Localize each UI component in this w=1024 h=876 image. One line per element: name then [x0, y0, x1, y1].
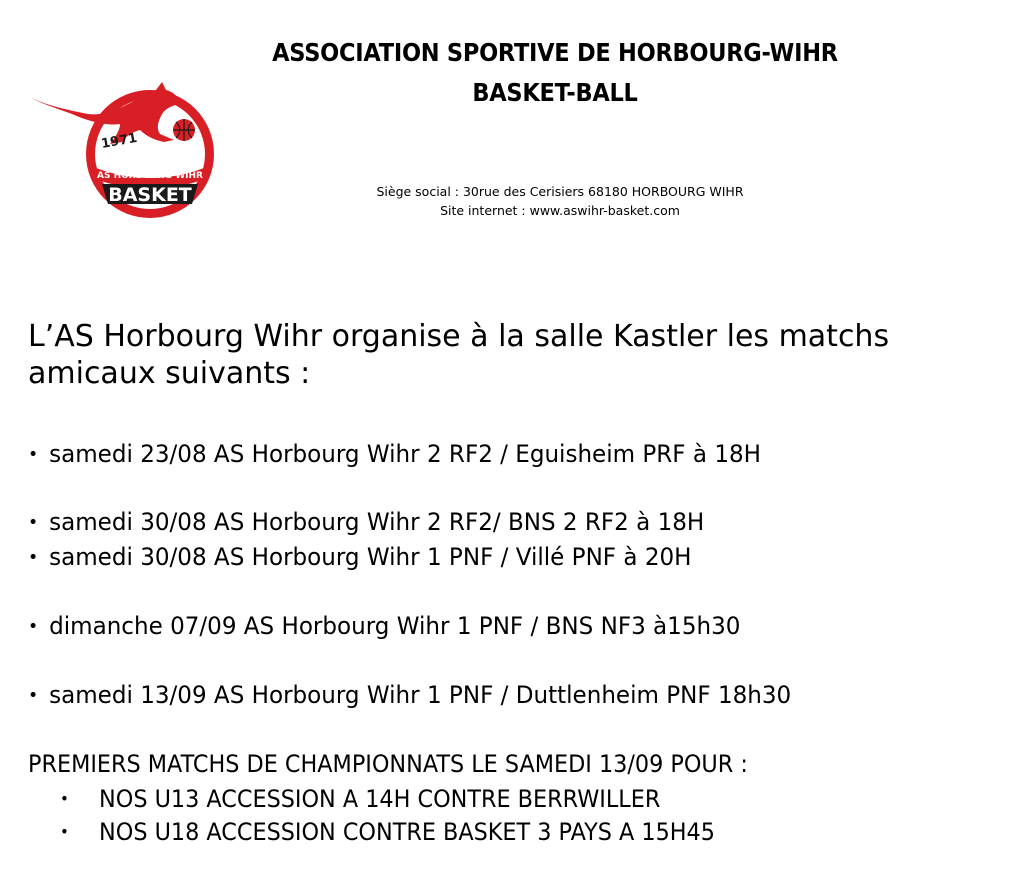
header-website: Site internet : www.aswihr-basket.com	[440, 203, 680, 218]
match-item	[28, 612, 740, 640]
basketball-icon	[173, 119, 195, 141]
club-logo	[28, 70, 220, 222]
championship-heading: PREMIERS MATCHS DE CHAMPIONNATS LE SAMEDI 13/09 POUR :	[28, 750, 748, 778]
intro-text: L’AS Horbourg Wihr organise à la salle Kastler les matchs amicaux suivants :	[28, 319, 890, 391]
match-text: samedi 13/09 AS Horbourg Wihr 1 PNF / Duttlenheim PNF 18h30	[49, 681, 792, 709]
championship-text: NOS U13 ACCESSION A 14H CONTRE BERRWILLER	[99, 785, 661, 813]
bullet-icon: •	[60, 822, 69, 841]
match-text: dimanche 07/09 AS Horbourg Wihr 1 PNF / BNS NF3 à15h30	[49, 612, 741, 640]
match-item	[28, 681, 791, 709]
match-item	[28, 440, 761, 468]
championship-item	[60, 818, 715, 846]
bullet-icon: •	[28, 444, 39, 465]
header-title-line1: ASSOCIATION SPORTIVE DE HORBOURG-WIHR	[272, 38, 838, 67]
header-title-line2: BASKET-BALL	[472, 78, 638, 107]
logo-club-name: AS HORBOURG-WIHR	[97, 171, 203, 181]
bullet-icon: •	[60, 789, 69, 808]
bullet-icon: •	[28, 512, 39, 533]
championship-item	[60, 785, 660, 813]
match-text: samedi 23/08 AS Horbourg Wihr 2 RF2 / Eguisheim PRF à 18H	[49, 440, 761, 468]
match-text: samedi 30/08 AS Horbourg Wihr 1 PNF / Villé PNF à 20H	[49, 543, 692, 571]
header-address: Siège social : 30rue des Cerisiers 68180 HORBOURG WIHR	[376, 184, 744, 199]
logo-word: BASKET	[108, 184, 192, 206]
match-item	[28, 543, 691, 571]
bullet-icon: •	[28, 547, 39, 568]
match-item	[28, 508, 704, 536]
match-text: samedi 30/08 AS Horbourg Wihr 2 RF2/ BNS 2 RF2 à 18H	[49, 508, 705, 536]
bullet-icon: •	[28, 685, 39, 706]
bullet-icon: •	[28, 616, 39, 637]
championship-text: NOS U18 ACCESSION CONTRE BASKET 3 PAYS A 15H45	[99, 818, 715, 846]
logo-year: 1971	[100, 130, 139, 152]
